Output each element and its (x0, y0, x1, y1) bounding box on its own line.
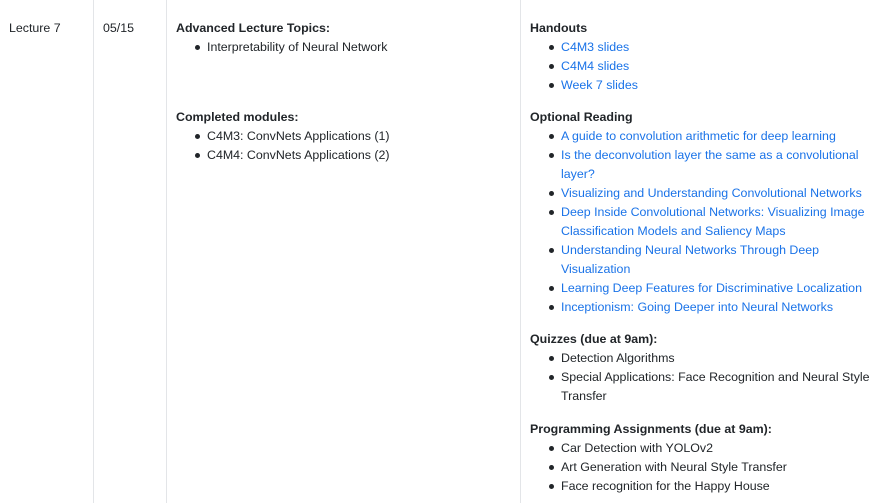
list-item (530, 203, 885, 241)
advanced-topics-section (176, 19, 514, 57)
list-item (530, 279, 885, 298)
quizzes-section (530, 330, 885, 406)
handout-link-c4m4[interactable]: C4M4 slides (561, 59, 630, 73)
list-item: Special Applications: Face Recognition and Neural Style Transfer (530, 368, 885, 406)
lecture-cell (0, 0, 93, 503)
reading-link[interactable]: Visualizing and Understanding Convolutional Networks (561, 186, 862, 200)
reading-link[interactable]: Learning Deep Features for Discriminative Localization (561, 281, 862, 295)
list-item: Detection Algorithms (530, 349, 885, 368)
advanced-topics-list (176, 38, 514, 57)
optional-reading-title: Optional Reading (530, 110, 633, 124)
list-item (530, 127, 885, 146)
list-item (530, 241, 885, 279)
reading-link[interactable]: Understanding Neural Networks Through Deep Visualization (561, 243, 820, 276)
quizzes-title: Quizzes (due at 9am): (530, 332, 658, 346)
list-item (530, 298, 885, 317)
handout-link-week7[interactable]: Week 7 slides (561, 78, 638, 92)
list-item (530, 76, 885, 95)
assignments-title: Programming Assignments (due at 9am): (530, 422, 772, 436)
date-cell (94, 0, 166, 503)
completed-modules-list (176, 127, 514, 165)
list-item: Face recognition for the Happy House (530, 477, 885, 496)
reading-link[interactable]: Is the deconvolution layer the same as a convolutional layer? (561, 148, 859, 181)
lecture-date: 05/15 (103, 21, 135, 35)
reading-link[interactable]: A guide to convolution arithmetic for deep learning (561, 129, 836, 143)
materials-cell (521, 0, 891, 503)
list-item (530, 38, 885, 57)
topics-cell (167, 0, 520, 503)
quizzes-list (530, 349, 885, 406)
handouts-list (530, 38, 885, 95)
assignments-list (530, 439, 885, 496)
list-item (530, 184, 885, 203)
list-item (530, 57, 885, 76)
reading-link[interactable]: Inceptionism: Going Deeper into Neural Networks (561, 300, 834, 314)
optional-reading-list (530, 127, 885, 317)
optional-reading-section (530, 108, 885, 317)
list-item: Interpretability of Neural Network (176, 38, 514, 57)
handouts-title: Handouts (530, 21, 588, 35)
list-item (530, 146, 885, 184)
list-item: C4M4: ConvNets Applications (2) (176, 146, 514, 165)
list-item: Art Generation with Neural Style Transfer (530, 458, 885, 477)
lecture-label: Lecture 7 (9, 21, 61, 35)
handout-link-c4m3[interactable]: C4M3 slides (561, 40, 630, 54)
handouts-section (530, 19, 885, 95)
completed-modules-section (176, 108, 514, 165)
reading-link[interactable]: Deep Inside Convolutional Networks: Visualizing Image Classification Models and Saliency Maps (561, 205, 865, 238)
assignments-section (530, 420, 885, 496)
advanced-topics-title: Advanced Lecture Topics: (176, 21, 330, 35)
completed-modules-title: Completed modules: (176, 110, 299, 124)
list-item: Car Detection with YOLOv2 (530, 439, 885, 458)
list-item: C4M3: ConvNets Applications (1) (176, 127, 514, 146)
